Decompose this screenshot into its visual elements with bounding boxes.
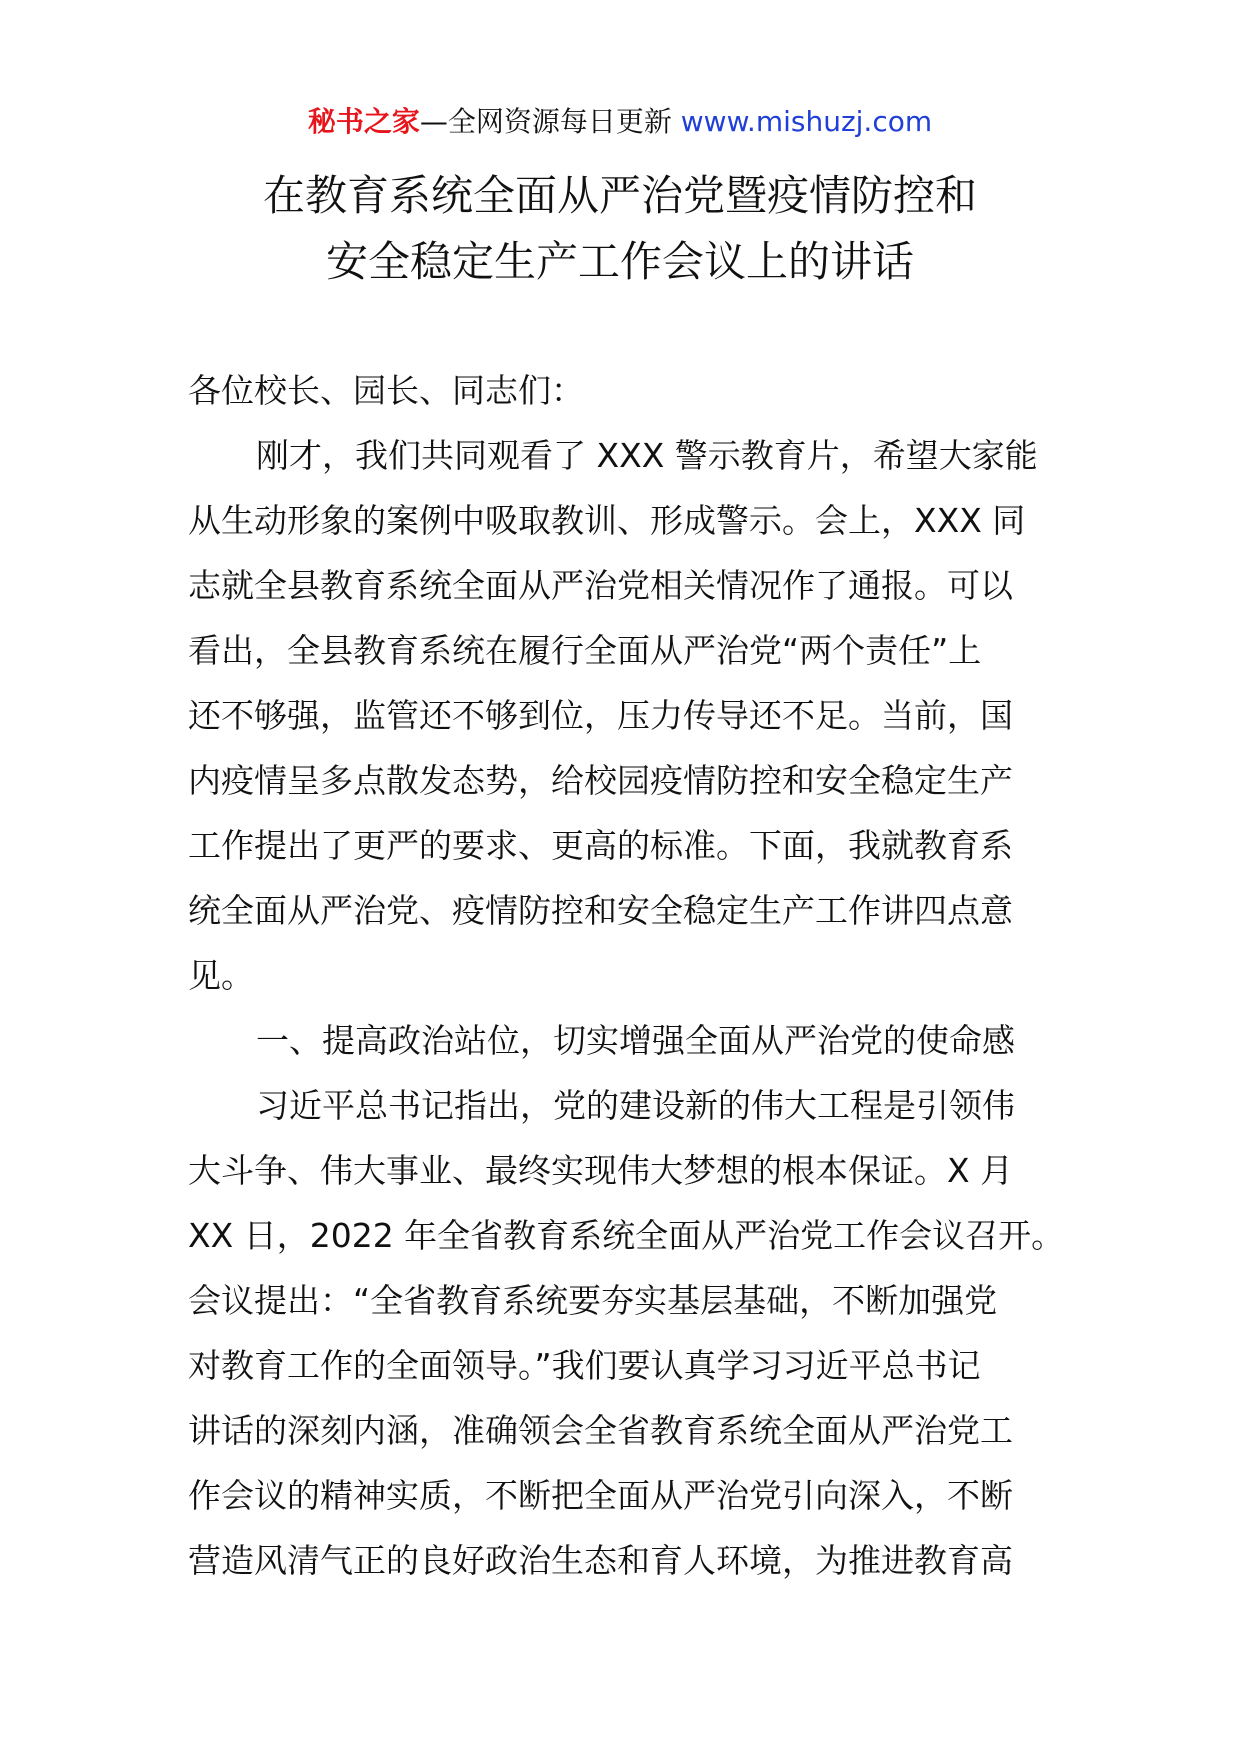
- body-line: 大斗争、伟大事业、最终实现伟大梦想的根本保证。X 月: [188, 1151, 1014, 1190]
- body-line: 会议提出：“全省教育系统要夯实基层基础，不断加强党: [188, 1281, 998, 1320]
- body-line: XX 日，2022 年全省教育系统全面从严治党工作会议召开。: [188, 1216, 1065, 1255]
- body-line: 内疫情呈多点散发态势，给校园疫情防控和安全稳定生产: [188, 761, 1013, 800]
- body-line: 还不够强，监管还不够到位，压力传导还不足。当前，国: [188, 696, 1013, 735]
- document-title-line-1: 在教育系统全面从严治党暨疫情防控和: [262, 171, 977, 220]
- body-line: 见。: [188, 956, 254, 995]
- section-heading: 一、提高政治站位，切实增强全面从严治党的使命感: [256, 1021, 1015, 1060]
- body-line: 刚才，我们共同观看了 XXX 警示教育片，希望大家能: [256, 436, 1038, 475]
- salutation: 各位校长、园长、同志们：: [188, 371, 584, 410]
- site-brand: 秘书之家: [307, 105, 420, 138]
- body-line: 对教育工作的全面领导。”我们要认真学习习近平总书记: [188, 1346, 981, 1385]
- body-line: 志就全县教育系统全面从严治党相关情况作了通报。可以: [188, 566, 1013, 605]
- document-body: [188, 358, 1068, 1593]
- body-line: 营造风清气正的良好政治生态和育人环境，为推进教育高: [188, 1541, 1013, 1580]
- body-line: 统全面从严治党、疫情防控和安全稳定生产工作讲四点意: [188, 891, 1013, 930]
- body-line: 习近平总书记指出，党的建设新的伟大工程是引领伟: [256, 1086, 1015, 1125]
- body-line: 工作提出了更严的要求、更高的标准。下面，我就教育系: [188, 826, 1013, 865]
- document-title-line-2: 安全稳定生产工作会议上的讲话: [325, 237, 914, 286]
- site-banner: [0, 102, 1240, 142]
- body-line: 看出，全县教育系统在履行全面从严治党“两个责任”上: [188, 631, 982, 670]
- site-tagline: —全网资源每日更新: [419, 105, 681, 138]
- body-line: 作会议的精神实质，不断把全面从严治党引向深入，不断: [188, 1476, 1013, 1515]
- body-line: 从生动形象的案例中吸取教训、形成警示。会上，XXX 同: [188, 501, 1026, 540]
- body-line: 讲话的深刻内涵，准确领会全省教育系统全面从严治党工: [188, 1411, 1013, 1450]
- site-url-link[interactable]: www.mishuzj.com: [680, 105, 933, 138]
